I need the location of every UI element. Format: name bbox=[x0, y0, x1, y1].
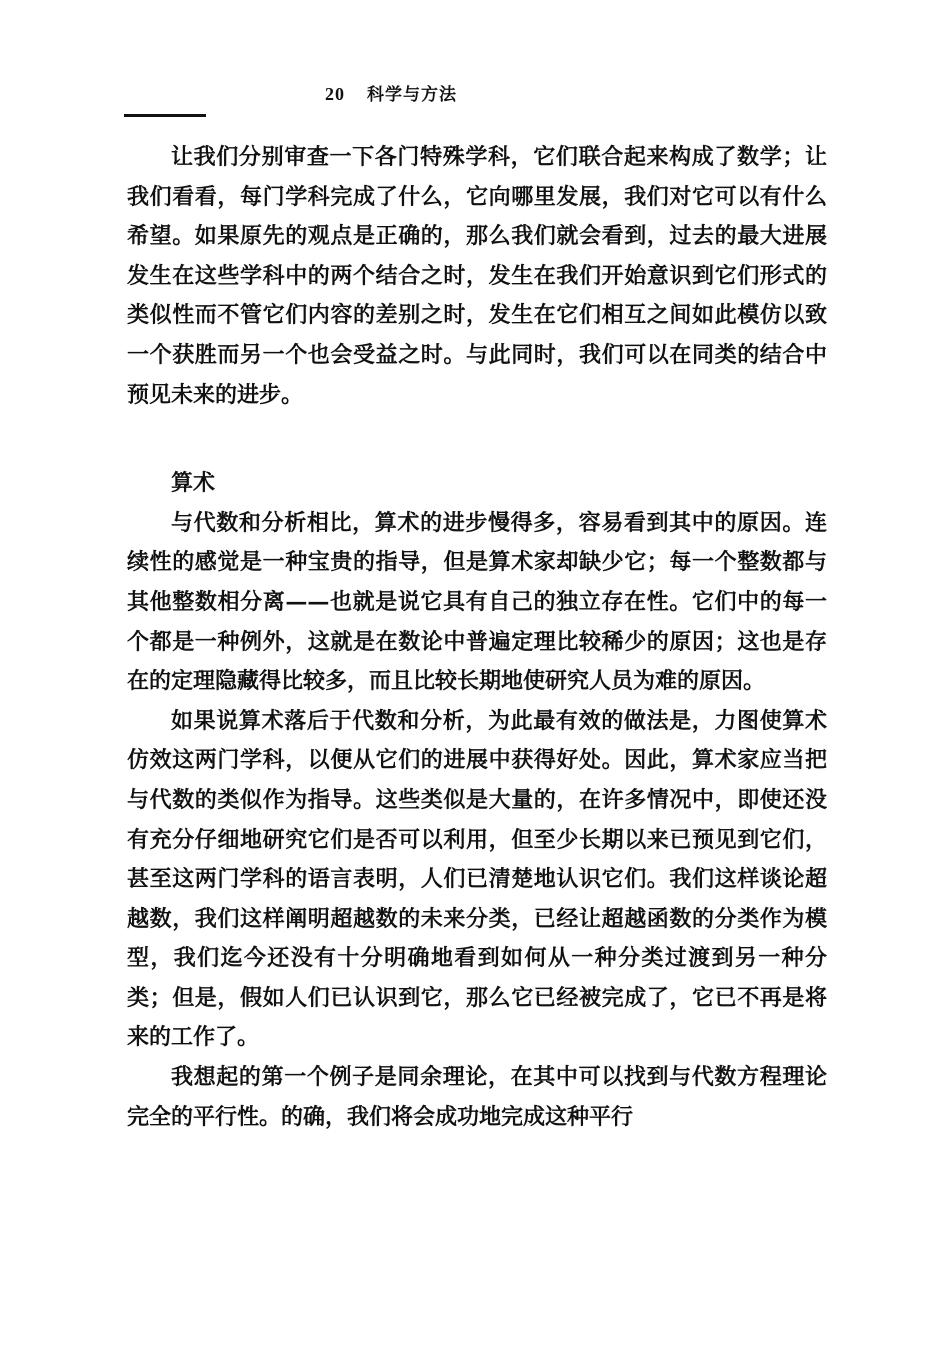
header-rule bbox=[124, 114, 206, 117]
page-number: 20 bbox=[325, 84, 345, 104]
paragraph-arithmetic-3: 我想起的第一个例子是同余理论，在其中可以找到与代数方程理论完全的平行性。的确，我们将会成功地完成这种平行 bbox=[127, 1064, 827, 1130]
section-heading: 算术 bbox=[171, 470, 216, 497]
paragraph-arithmetic-1: 与代数和分析相比，算术的进步慢得多，容易看到其中的原因。连续性的感觉是一种宝贵的指导，但是算术家却缺少它；每一个整数都与其他整数相分离——也就是说它具有自己的独立存在性。它们中的每一个都是一种例外，这就是在数论中普遍定理比较稀少的原因；这也是存在的定理隐藏得比较多，而且比较长期地使研究人员为难的原因。 bbox=[127, 509, 827, 695]
running-title: 科学与方法 bbox=[367, 85, 457, 105]
running-head bbox=[325, 80, 457, 105]
paragraph-intro: 让我们分别审查一下各门特殊学科，它们联合起来构成了数学；让我们看看，每门学科完成了什么，它向哪里发展，我们对它可以有什么希望。如果原先的观点是正确的，那么我们就会看到，过去的最大进展发生在这些学科中的两个结合之时，发生在我们开始意识到它们形式的类似性而不管它们内容的差别之时，发生在它们相互之间如此模仿以致一个获胜而另一个也会受益之时。与此同时，我们可以在同类的结合中预见未来的进步。 bbox=[127, 144, 827, 408]
paragraph-arithmetic-2: 如果说算术落后于代数和分析，为此最有效的做法是，力图使算术仿效这两门学科，以便从它们的进展中获得好处。因此，算术家应当把与代数的类似作为指导。这些类似是大量的，在许多情况中，即使还没有充分仔细地研究它们是否可以利用，但至少长期以来已预见到它们，甚至这两门学科的语言表明，人们已清楚地认识它们。我们这样谈论超越数，我们这样阐明超越数的未来分类，已经让超越函数的分类作为模型，我们迄今还没有十分明确地看到如何从一种分类过渡到另一种分类；但是，假如人们已认识到它，那么它已经被完成了，它已不再是将来的工作了。 bbox=[127, 707, 827, 1051]
body-text bbox=[127, 138, 827, 1137]
